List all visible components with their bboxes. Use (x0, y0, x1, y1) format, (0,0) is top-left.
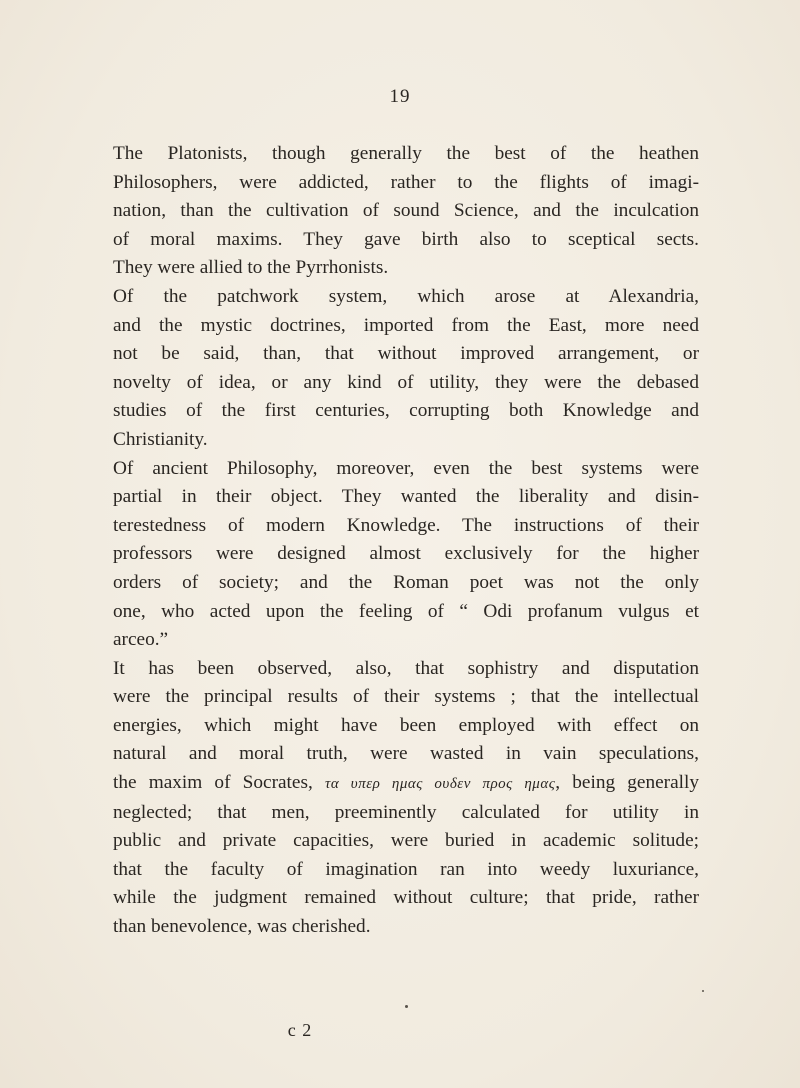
text-line: They were allied to the Pyrrhonists. (113, 257, 389, 279)
text-line: studies of the first centuries, corrupting both Knowledge and (113, 400, 699, 422)
text-line: terestedness of modern Knowledge. The instructions of their (113, 514, 699, 536)
text-line: one, who acted upon the feeling of “ Odi profanum vulgus et (113, 600, 699, 622)
text-line: partial in their object. They wanted the liberality and disin- (113, 486, 699, 508)
text-line: natural and moral truth, were wasted in vain speculations, (113, 743, 699, 765)
text-line: Philosophers, were addicted, rather to the flights of imagi- (113, 171, 699, 193)
text-fragment: the maxim of Socrates, (113, 772, 325, 794)
text-line: Of ancient Philosophy, moreover, even the best systems were (113, 457, 699, 479)
text-fragment: , being generally (555, 772, 699, 794)
text-line: public and private capacities, were buried in academic solitude; (113, 830, 699, 852)
text-line: professors were designed almost exclusively for the higher (113, 543, 699, 565)
text-line: orders of society; and the Roman poet was not the only (113, 571, 699, 593)
text-line: It has been observed, also, that sophistry and disputation (113, 657, 699, 679)
text-line: Christianity. (113, 428, 208, 450)
text-line: nation, than the cultivation of sound Science, and the inculcation (113, 200, 699, 222)
paper-speck (405, 1005, 408, 1008)
signature-mark: c 2 (287, 1020, 313, 1040)
paragraph-platonists (87, 140, 699, 283)
paper-speck (702, 990, 704, 992)
body-text (87, 140, 699, 942)
paragraph-sophistry (87, 655, 699, 942)
text-line-with-greek (87, 769, 699, 799)
greek-quotation: τα υπερ ημας ουδεν προς ημας (324, 776, 556, 793)
paragraph-patchwork-system (87, 283, 699, 455)
text-line: novelty of idea, or any kind of utility, they were the debased (113, 371, 699, 393)
text-line: energies, which might have been employed with effect on (113, 714, 699, 736)
text-line: arceo.” (113, 629, 169, 651)
text-line: and the mystic doctrines, imported from the East, more need (113, 314, 699, 336)
text-line: that the faculty of imagination ran into weedy luxuriance, (113, 858, 699, 880)
text-line: Of the patchwork system, which arose at Alexandria, (113, 285, 699, 307)
text-line: The Platonists, though generally the best of the heathen (113, 143, 699, 164)
text-line: while the judgment remained without culture; that pride, rather (113, 887, 699, 909)
text-line: neglected; that men, preeminently calculated for utility in (113, 801, 699, 823)
text-line: of moral maxims. They gave birth also to sceptical sects. (113, 228, 699, 250)
text-line: were the principal results of their systems ; that the intellectual (113, 686, 699, 708)
page-number: 19 (389, 86, 411, 107)
text-line: than benevolence, was cherished. (113, 916, 371, 938)
text-line: not be said, than, that without improved arrangement, or (113, 343, 699, 365)
paragraph-ancient-philosophy (87, 455, 699, 655)
